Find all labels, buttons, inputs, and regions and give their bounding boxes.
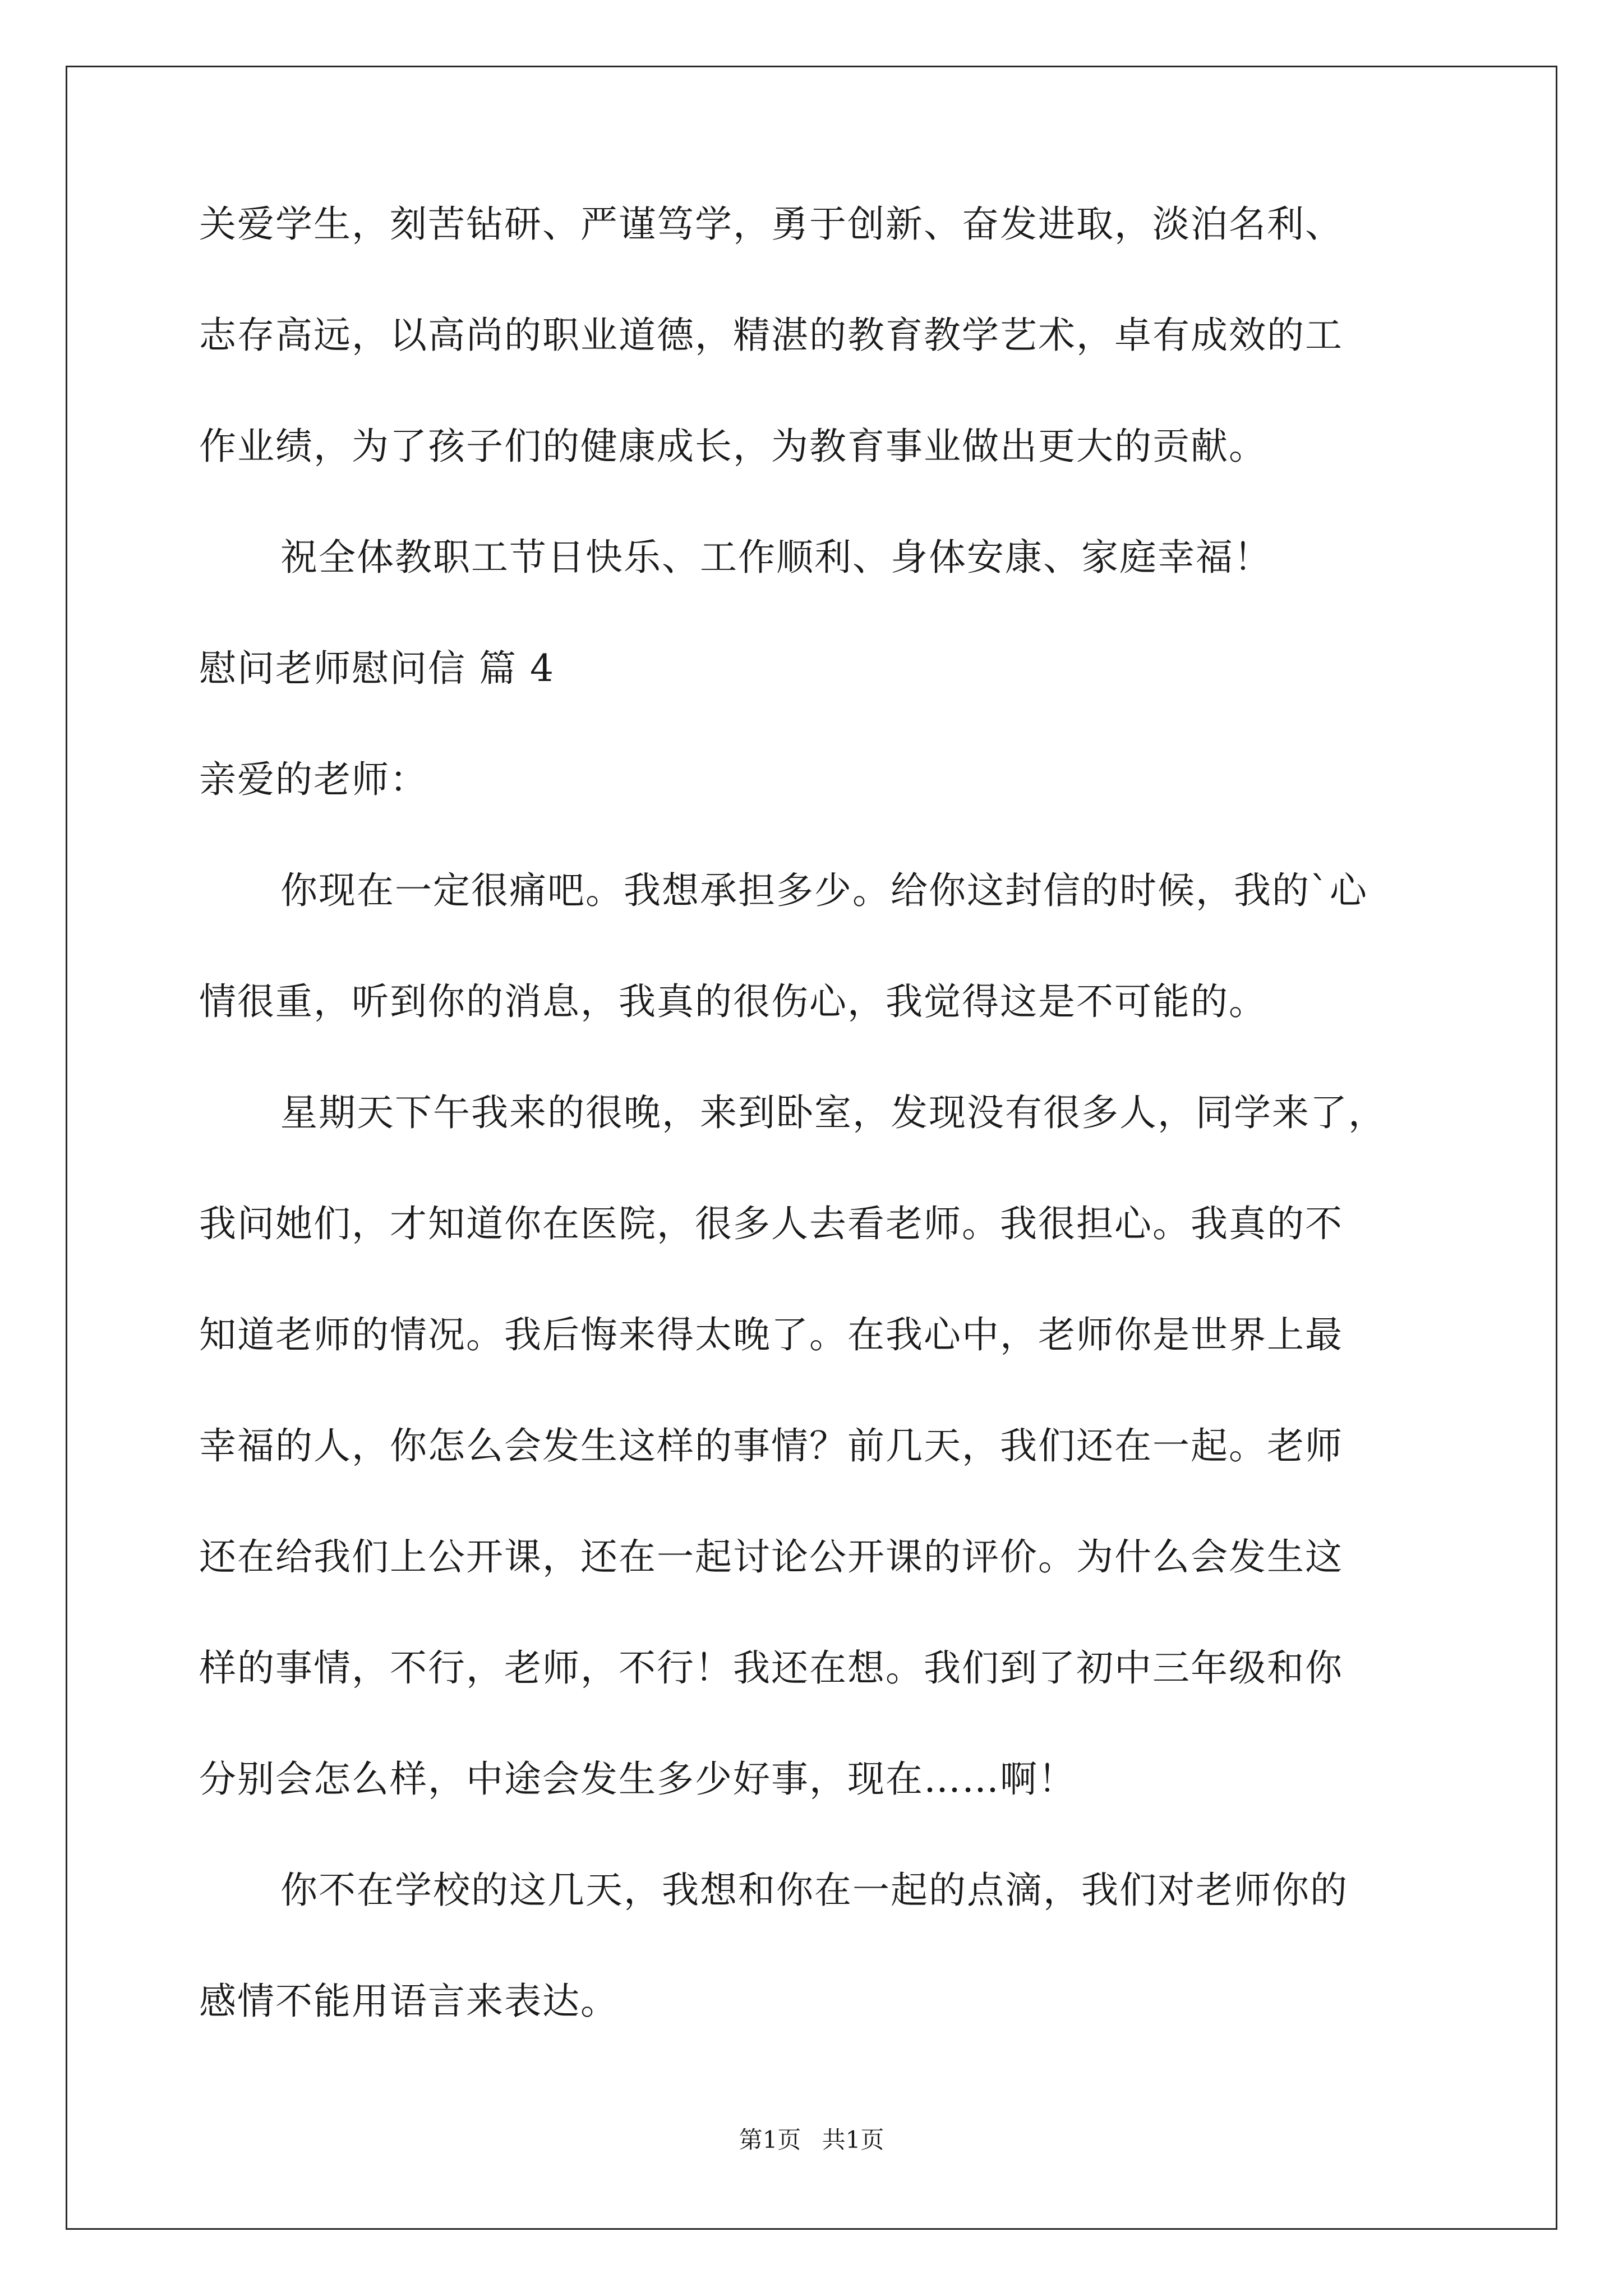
text-line: 祝全体教职工节日快乐、工作顺利、身体安康、家庭幸福！ — [280, 536, 1272, 579]
text-line: 你现在一定很痛吧。我想承担多少。给你这封信的时候，我的`心 — [280, 869, 1368, 912]
page-total: 共1页 — [822, 2126, 884, 2154]
text-line: 志存高远，以高尚的职业道德，精湛的教育教学艺术，卓有成效的工 — [199, 314, 1343, 357]
text-line: 幸福的人，你怎么会发生这样的事情？前几天，我们还在一起。老师 — [199, 1424, 1343, 1467]
text-line: 还在给我们上公开课，还在一起讨论公开课的评价。为什么会发生这 — [199, 1535, 1343, 1579]
text-line: 作业绩，为了孩子们的健康成长，为教育事业做出更大的贡献。 — [199, 425, 1267, 468]
text-line: 关爱学生，刻苦钻研、严谨笃学，勇于创新、奋发进取，淡泊名利、 — [199, 203, 1343, 246]
text-line: 你不在学校的这几天，我想和你在一起的点滴，我们对老师你的 — [280, 1869, 1348, 1912]
text-line: 样的事情，不行，老师，不行！我还在想。我们到了初中三年级和你 — [199, 1646, 1343, 1690]
page-footer — [0, 2126, 1623, 2154]
text-line: 知道老师的情况。我后悔来得太晚了。在我心中，老师你是世界上最 — [199, 1313, 1343, 1356]
text-line: 慰问老师慰问信 篇 4 — [199, 647, 555, 690]
text-line: 情很重，听到你的消息，我真的很伤心，我觉得这是不可能的。 — [199, 980, 1267, 1023]
page-number: 第1页 — [739, 2126, 801, 2154]
text-line: 亲爱的老师： — [199, 758, 428, 801]
text-line: 分别会怎么样，中途会发生多少好事，现在……啊！ — [199, 1757, 1076, 1801]
text-line: 星期天下午我来的很晚，来到卧室，发现没有很多人，同学来了， — [280, 1091, 1386, 1134]
text-line: 感情不能用语言来表达。 — [199, 1980, 619, 2023]
text-line: 我问她们，才知道你在医院，很多人去看老师。我很担心。我真的不 — [199, 1202, 1343, 1245]
